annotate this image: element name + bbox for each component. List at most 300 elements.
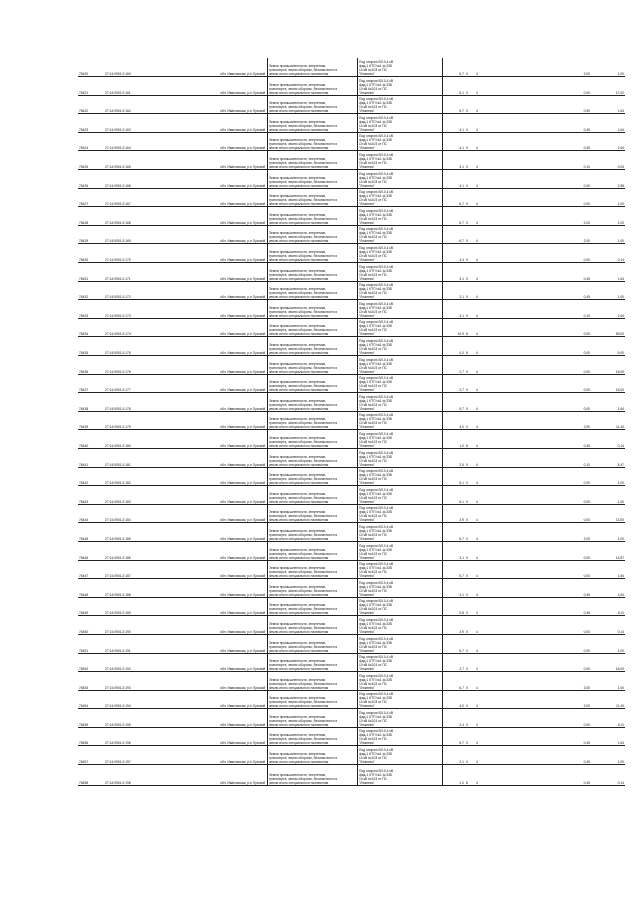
permitted-use-cell-line: 10 кВ №103 от ПС xyxy=(359,514,388,519)
address-cell: обл. Ивановская, р-н Лухский xyxy=(219,504,268,523)
land-category-cell-line: Земли промышленности, энергетики, xyxy=(269,138,327,143)
permitted-use-cell-line: фид.1 КТП №1 ф.33Б xyxy=(359,82,393,87)
permitted-use-cell-line: "Лежнево" xyxy=(359,648,375,653)
permitted-use-cell xyxy=(358,597,443,616)
unit-digit-2: 4 xyxy=(475,672,521,691)
unit-digit-2: 4 xyxy=(475,188,521,207)
unit-digit-2: 4 xyxy=(475,114,521,133)
land-category-cell xyxy=(268,207,358,226)
table-body xyxy=(78,58,625,786)
table-row xyxy=(78,318,625,337)
land-category-cell-line: земли иного специального назначения xyxy=(269,555,329,560)
permitted-use-cell-line: фид.1 КТП №1 ф.33Б xyxy=(359,677,393,682)
permitted-use-cell-line: Под опорою ВЛ-0,4 кВ xyxy=(359,562,394,567)
land-category-cell-line: Земли промышленности, энергетики, xyxy=(269,287,327,292)
price-value: 0,00 xyxy=(553,170,591,189)
permitted-use-cell-line: "Лежнево" xyxy=(359,183,375,188)
land-category-cell-line: Земли промышленности, энергетики, xyxy=(269,528,327,533)
permitted-use-cell-line: 10 кВ №103 от ПС xyxy=(359,756,388,761)
permitted-use-cell-line: Под опорою ВЛ-0,4 кВ xyxy=(359,339,394,343)
permitted-use-cell-line: 10 кВ №103 от ПС xyxy=(359,68,388,73)
row-id: 76421 xyxy=(78,77,104,96)
unit-digit: 0 xyxy=(465,746,475,765)
unit-digit-2: 4 xyxy=(475,727,521,746)
unit-digit-2: 4 xyxy=(475,58,521,77)
row-id: 76441 xyxy=(78,448,104,467)
permitted-use-cell xyxy=(358,448,443,467)
row-id: 76442 xyxy=(78,467,104,486)
unit-digit: 0 xyxy=(465,467,475,486)
permitted-use-cell-line: 10 кВ №103 от ПС xyxy=(359,105,388,110)
land-category-cell-line: транспорта, земли обороны, безопасности и xyxy=(269,347,338,351)
address-cell: обл. Ивановская, р-н Лухский xyxy=(219,393,268,412)
land-category-cell-line: Земли промышленности, энергетики, xyxy=(269,250,327,255)
total-value: 89,00 xyxy=(591,318,625,337)
table-row xyxy=(78,244,625,263)
row-id: 76420 xyxy=(78,58,104,77)
land-category-cell xyxy=(268,151,358,170)
address-cell: обл. Ивановская, р-н Лухский xyxy=(219,765,268,786)
address-cell: обл. Ивановская, р-н Лухский xyxy=(219,746,268,765)
empty-cell xyxy=(521,504,553,523)
cadastral-number: 27:14:0901:2:182 xyxy=(104,467,219,486)
price-value: 0,10 xyxy=(553,300,591,319)
unit-digit: 0 xyxy=(465,95,475,114)
empty-cell xyxy=(521,653,553,672)
cadastral-number: 27:14:0901:2:165 xyxy=(104,151,219,170)
total-value: 16,00 xyxy=(591,653,625,672)
table-row xyxy=(78,114,625,133)
land-category-cell-line: земли иного специального назначения xyxy=(269,499,329,504)
total-value: 14,57 xyxy=(591,541,625,560)
land-category-cell-line: транспорта, земли обороны, безопасности и xyxy=(269,384,338,389)
permitted-use-cell-line: Под опорою ВЛ-0,4 кВ xyxy=(359,60,394,65)
empty-cell xyxy=(521,170,553,189)
total-value: 2,98 xyxy=(591,170,625,189)
permitted-use-cell xyxy=(358,467,443,486)
land-category-cell-line: Земли промышленности, энергетики, xyxy=(269,361,327,366)
empty-cell xyxy=(521,281,553,300)
unit-digit-2: 4 xyxy=(475,560,521,579)
land-category-cell-line: земли иного специального назначения xyxy=(269,667,329,672)
permitted-use-cell xyxy=(358,727,443,746)
price-value: 0,00 xyxy=(553,356,591,375)
cadastral-number: 27:14:0901:2:185 xyxy=(104,523,219,542)
unit-digit: 0 xyxy=(465,188,475,207)
total-value: 1,64 xyxy=(591,393,625,412)
unit-digit-2: 4 xyxy=(475,504,521,523)
land-category-cell xyxy=(268,374,358,393)
price-value: 0,00 xyxy=(553,318,591,337)
land-category-cell-line: транспорта, земли обороны, безопасности и xyxy=(269,681,338,686)
permitted-use-cell xyxy=(358,523,443,542)
permitted-use-cell-line: 10 кВ №103 от ПС xyxy=(359,607,388,612)
land-category-cell-line: Земли промышленности, энергетики, xyxy=(269,64,327,69)
price-value: 0,00 xyxy=(553,653,591,672)
permitted-use-cell xyxy=(358,393,443,412)
price-value: 0,45 xyxy=(553,765,591,786)
unit-digit: 0 xyxy=(465,356,475,375)
table-row xyxy=(78,709,625,728)
permitted-use-cell-line: "Лежнево" xyxy=(359,276,375,281)
table-row xyxy=(78,77,625,96)
price-value: 2,00 xyxy=(553,523,591,542)
table-row xyxy=(78,132,625,151)
permitted-use-cell-line: Под опорою ВЛ-0,4 кВ xyxy=(359,115,394,120)
permitted-use-cell xyxy=(358,58,443,77)
cadastral-number: 27:14:0901:2:183 xyxy=(104,486,219,505)
table-row xyxy=(78,579,625,598)
cadastral-number: 27:14:0901:2:194 xyxy=(104,690,219,709)
unit-digit-2: 4 xyxy=(475,765,521,786)
permitted-use-cell-line: Под опорою ВЛ-0,4 кВ xyxy=(359,710,394,715)
total-value: 1,00 xyxy=(591,486,625,505)
land-category-cell xyxy=(268,77,358,96)
total-value: 1,00 xyxy=(591,746,625,765)
land-category-cell-line: Земли промышленности, энергетики, xyxy=(269,212,327,217)
permitted-use-cell-line: фид.1 КТП №1 ф.33Б xyxy=(359,473,393,478)
land-category-cell xyxy=(268,95,358,114)
permitted-use-cell-line: Под опорою ВЛ-0,4 кВ xyxy=(359,450,394,455)
cadastral-number: 27:14:0901:2:176 xyxy=(104,356,219,375)
land-category-cell xyxy=(268,709,358,728)
unit-digit-2: 4 xyxy=(475,207,521,226)
cadastral-number: 27:14:0901:2:184 xyxy=(104,504,219,523)
area-value: 4,1 xyxy=(443,132,466,151)
cadastral-number: 27:14:0901:2:188 xyxy=(104,579,219,598)
permitted-use-cell-line: 10 кВ №103 от ПС xyxy=(359,402,388,407)
land-category-cell-line: земли иного специального назначения xyxy=(269,90,329,95)
land-category-cell-line: Земли промышленности, энергетики, xyxy=(269,752,327,757)
address-cell: обл. Ивановская, р-н Лухский xyxy=(219,467,268,486)
permitted-use-cell-line: 10 кВ №103 от ПС xyxy=(359,644,388,649)
land-category-cell-line: Земли промышленности, энергетики, xyxy=(269,733,327,738)
permitted-use-cell-line: 10 кВ №103 от ПС xyxy=(359,439,388,444)
empty-cell xyxy=(521,765,553,786)
land-category-cell-line: Земли промышленности, энергетики, xyxy=(269,547,327,552)
permitted-use-cell xyxy=(358,170,443,189)
cadastral-number: 27:14:0901:2:192 xyxy=(104,653,219,672)
land-category-cell-line: Земли промышленности, энергетики, xyxy=(269,714,327,719)
land-category-cell-line: земли иного специального назначения xyxy=(269,741,329,746)
table-row xyxy=(78,765,625,786)
land-category-cell-line: земли иного специального назначения xyxy=(269,239,329,244)
permitted-use-cell-line: фид.1 КТП №1 ф.33Б xyxy=(359,491,393,496)
cadastral-number: 27:14:0901:2:189 xyxy=(104,597,219,616)
area-value: 4,1 xyxy=(443,170,466,189)
area-value: 4,0 xyxy=(443,411,466,430)
empty-cell xyxy=(521,672,553,691)
permitted-use-cell xyxy=(358,132,443,151)
permitted-use-cell xyxy=(358,207,443,226)
address-cell: обл. Ивановская, р-н Лухский xyxy=(219,541,268,560)
land-category-cell-line: земли иного специального назначения xyxy=(269,220,329,225)
permitted-use-cell xyxy=(358,672,443,691)
empty-cell xyxy=(521,541,553,560)
empty-cell xyxy=(521,616,553,635)
permitted-use-cell-line: "Лежнево" xyxy=(359,592,375,597)
permitted-use-cell-line: фид.1 КТП №1 ф.33Б xyxy=(359,547,393,552)
address-cell: обл. Ивановская, р-н Лухский xyxy=(219,263,268,282)
land-category-cell-line: транспорта, земли обороны, безопасности и xyxy=(269,532,338,537)
permitted-use-cell-line: "Лежнево" xyxy=(359,722,375,727)
unit-digit: 0 xyxy=(465,690,475,709)
permitted-use-cell-line: 10 кВ №103 от ПС xyxy=(359,309,388,314)
cadastral-number: 27:14:0901:2:168 xyxy=(104,207,219,226)
table-row xyxy=(78,430,625,449)
land-category-cell-line: транспорта, земли обороны, безопасности и xyxy=(269,235,338,240)
row-id: 76454 xyxy=(78,690,104,709)
land-category-cell-line: транспорта, земли обороны, безопасности и xyxy=(269,644,338,649)
permitted-use-cell-line: фид.1 КТП №1 ф.33Б xyxy=(359,454,393,459)
land-category-cell-line: транспорта, земли обороны, безопасности и xyxy=(269,198,338,203)
permitted-use-cell-line: "Лежнево" xyxy=(359,574,375,579)
area-value: 3,1 xyxy=(443,151,466,170)
permitted-use-cell-line: Под опорою ВЛ-0,4 кВ xyxy=(359,283,394,288)
cadastral-number: 27:14:0901:2:172 xyxy=(104,281,219,300)
permitted-use-cell xyxy=(358,560,443,579)
permitted-use-cell xyxy=(358,634,443,653)
unit-digit: 0 xyxy=(465,244,475,263)
permitted-use-cell-line: "Лежнево" xyxy=(359,443,375,448)
permitted-use-cell-line: "Лежнево" xyxy=(359,202,375,207)
table-row xyxy=(78,541,625,560)
price-value: 0,00 xyxy=(553,709,591,728)
document-table-sheet xyxy=(78,58,624,786)
land-category-cell-line: Земли промышленности, энергетики, xyxy=(269,491,327,496)
land-category-cell-line: Земли промышленности, энергетики, xyxy=(269,773,327,778)
permitted-use-cell-line: Под опорою ВЛ-0,4 кВ xyxy=(359,413,394,418)
cadastral-number: 27:14:0901:2:164 xyxy=(104,132,219,151)
table-row xyxy=(78,263,625,282)
permitted-use-cell-line: Под опорою ВЛ-0,4 кВ xyxy=(359,469,394,474)
land-category-cell xyxy=(268,393,358,412)
table-row xyxy=(78,374,625,393)
permitted-use-cell-line: "Лежнево" xyxy=(359,406,375,411)
area-value: 2,5 xyxy=(443,448,466,467)
price-value: 0,00 xyxy=(553,486,591,505)
row-id: 76453 xyxy=(78,672,104,691)
land-category-cell-line: Земли промышленности, энергетики, xyxy=(269,324,327,329)
address-cell: обл. Ивановская, р-н Лухский xyxy=(219,597,268,616)
permitted-use-cell xyxy=(358,188,443,207)
permitted-use-cell-line: 10 кВ №103 от ПС xyxy=(359,365,388,370)
land-category-cell-line: земли иного специального назначения xyxy=(269,536,329,541)
row-id: 76457 xyxy=(78,746,104,765)
land-category-cell-line: земли иного специального назначения xyxy=(269,685,329,690)
land-category-cell xyxy=(268,318,358,337)
total-value: 1,64 xyxy=(591,300,625,319)
empty-cell xyxy=(521,132,553,151)
land-category-cell-line: Земли промышленности, энергетики, xyxy=(269,398,327,403)
total-value: 1,64 xyxy=(591,560,625,579)
total-value: 1,00 xyxy=(591,672,625,691)
area-value: 2,4 xyxy=(443,709,466,728)
land-category-cell xyxy=(268,467,358,486)
land-category-cell-line: Земли промышленности, энергетики, xyxy=(269,119,327,124)
land-category-cell-line: Земли промышленности, энергетики, xyxy=(269,231,327,236)
permitted-use-cell-line: "Лежнево" xyxy=(359,109,375,114)
permitted-use-cell-line: 10 кВ №103 от ПС xyxy=(359,532,388,537)
land-category-cell-line: транспорта, земли обороны, безопасности и xyxy=(269,737,338,742)
permitted-use-cell-line: 10 кВ №103 от ПС xyxy=(359,718,388,723)
permitted-use-cell-line: Под опорою ВЛ-0,4 кВ xyxy=(359,636,394,641)
price-value: 2,00 xyxy=(553,207,591,226)
cadastral-number: 27:14:0901:2:160 xyxy=(104,58,219,77)
permitted-use-cell-line: "Лежнево" xyxy=(359,351,375,355)
land-category-cell-line: Земли промышленности, энергетики, xyxy=(269,343,327,347)
land-category-cell xyxy=(268,616,358,635)
land-category-cell-line: Земли промышленности, энергетики, xyxy=(269,305,327,310)
permitted-use-cell xyxy=(358,504,443,523)
unit-digit-2: 4 xyxy=(475,318,521,337)
empty-cell xyxy=(521,374,553,393)
permitted-use-cell-line: Под опорою ВЛ-0,4 кВ xyxy=(359,376,394,381)
land-parcels-table xyxy=(78,58,625,786)
land-category-cell-line: транспорта, земли обороны, безопасности и xyxy=(269,718,338,723)
permitted-use-cell-line: 10 кВ №103 от ПС xyxy=(359,235,388,240)
row-id: 76424 xyxy=(78,132,104,151)
permitted-use-cell-line: фид.1 КТП №1 ф.33Б xyxy=(359,268,393,273)
permitted-use-cell-line: 10 кВ №103 от ПС xyxy=(359,421,388,426)
total-value: 11,40 xyxy=(591,690,625,709)
total-value: 5,00 xyxy=(591,337,625,356)
total-value: 6,11 xyxy=(591,597,625,616)
row-id: 76446 xyxy=(78,541,104,560)
permitted-use-cell-line: "Лежнево" xyxy=(359,499,375,504)
permitted-use-cell-line: 10 кВ №103 от ПС xyxy=(359,347,388,351)
land-category-cell-line: Земли промышленности, энергетики, xyxy=(269,194,327,199)
unit-digit: 8 xyxy=(465,318,475,337)
permitted-use-cell-line: 10 кВ №103 от ПС xyxy=(359,86,388,91)
permitted-use-cell-line: 10 кВ №103 от ПС xyxy=(359,588,388,593)
price-value: 0,00 xyxy=(553,467,591,486)
permitted-use-cell-line: "Лежнево" xyxy=(359,146,375,151)
permitted-use-cell-line: 10 кВ №103 от ПС xyxy=(359,123,388,128)
permitted-use-cell-line: фид.1 КТП №1 ф.33Б xyxy=(359,343,393,347)
address-cell: обл. Ивановская, р-н Лухский xyxy=(219,430,268,449)
permitted-use-cell-line: Под опорою ВЛ-0,4 кВ xyxy=(359,78,394,83)
price-value: 0,00 xyxy=(553,77,591,96)
land-category-cell-line: земли иного специального назначения xyxy=(269,574,329,579)
table-row xyxy=(78,690,625,709)
row-id: 76433 xyxy=(78,300,104,319)
land-category-cell-line: транспорта, земли обороны, безопасности и xyxy=(269,700,338,705)
land-category-cell-line: транспорта, земли обороны, безопасности и xyxy=(269,421,338,426)
land-category-cell xyxy=(268,132,358,151)
permitted-use-cell xyxy=(358,579,443,598)
permitted-use-cell-line: фид.1 КТП №1 ф.33Б xyxy=(359,250,393,255)
row-id: 76456 xyxy=(78,727,104,746)
permitted-use-cell-line: Под опорою ВЛ-0,4 кВ xyxy=(359,599,394,604)
permitted-use-cell-line: Под опорою ВЛ-0,4 кВ xyxy=(359,171,394,176)
area-value: 6,7 xyxy=(443,207,466,226)
permitted-use-cell-line: "Лежнево" xyxy=(359,90,375,95)
permitted-use-cell-line: Под опорою ВЛ-0,4 кВ xyxy=(359,543,394,548)
address-cell: обл. Ивановская, р-н Лухский xyxy=(219,318,268,337)
permitted-use-cell-line: 10 кВ №103 от ПС xyxy=(359,291,388,296)
address-cell: обл. Ивановская, р-н Лухский xyxy=(219,188,268,207)
land-category-cell xyxy=(268,727,358,746)
land-category-cell xyxy=(268,690,358,709)
permitted-use-cell xyxy=(358,225,443,244)
land-category-cell xyxy=(268,597,358,616)
permitted-use-cell xyxy=(358,616,443,635)
land-category-cell-line: транспорта, земли обороны, безопасности и xyxy=(269,663,338,668)
area-value: 5,7 xyxy=(443,393,466,412)
price-value: 0,00 xyxy=(553,337,591,356)
permitted-use-cell-line: Под опорою ВЛ-0,4 кВ xyxy=(359,580,394,585)
land-category-cell-line: Земли промышленности, энергетики, xyxy=(269,435,327,440)
land-category-cell xyxy=(268,188,358,207)
land-category-cell-line: земли иного специального назначения xyxy=(269,258,329,263)
area-value: 6,1 xyxy=(443,467,466,486)
land-category-cell xyxy=(268,58,358,77)
land-category-cell-line: транспорта, земли обороны, безопасности и xyxy=(269,291,338,296)
land-category-cell xyxy=(268,486,358,505)
total-value: 0,03 xyxy=(591,151,625,170)
land-category-cell-line: Земли промышленности, энергетики, xyxy=(269,175,327,180)
unit-digit: 0 xyxy=(465,486,475,505)
empty-cell xyxy=(521,430,553,449)
permitted-use-cell-line: фид.1 КТП №1 ф.33Б xyxy=(359,510,393,515)
permitted-use-cell-line: фид.1 КТП №1 ф.33Б xyxy=(359,175,393,180)
unit-digit-2: 4 xyxy=(475,151,521,170)
land-category-cell xyxy=(268,281,358,300)
address-cell: обл. Ивановская, р-н Лухский xyxy=(219,300,268,319)
table-row xyxy=(78,727,625,746)
total-value: 1,00 xyxy=(591,188,625,207)
permitted-use-cell-line: 10 кВ №103 от ПС xyxy=(359,681,388,686)
permitted-use-cell-line: "Лежнево" xyxy=(359,555,375,560)
permitted-use-cell-line: "Лежнево" xyxy=(359,611,375,616)
cadastral-number: 27:14:0901:2:171 xyxy=(104,263,219,282)
address-cell: обл. Ивановская, р-н Лухский xyxy=(219,411,268,430)
land-category-cell-line: земли иного специального назначения xyxy=(269,592,329,597)
table-row xyxy=(78,616,625,635)
unit-digit: 0 xyxy=(465,225,475,244)
area-value: 6,7 xyxy=(443,672,466,691)
unit-digit-2: 4 xyxy=(475,746,521,765)
address-cell: обл. Ивановская, р-н Лухский xyxy=(219,616,268,635)
area-value: 0,8 xyxy=(443,597,466,616)
permitted-use-cell-line: фид.1 КТП №1 ф.33Б xyxy=(359,773,393,778)
permitted-use-cell xyxy=(358,281,443,300)
permitted-use-cell-line: "Лежнево" xyxy=(359,629,375,634)
address-cell: обл. Ивановская, р-н Лухский xyxy=(219,114,268,133)
unit-digit-2: 4 xyxy=(475,486,521,505)
area-value: 6,7 xyxy=(443,58,466,77)
land-category-cell xyxy=(268,337,358,356)
unit-digit: 0 xyxy=(465,77,475,96)
area-value: 10,9 xyxy=(443,318,466,337)
land-category-cell xyxy=(268,356,358,375)
unit-digit-2: 4 xyxy=(475,467,521,486)
permitted-use-cell-line: Под опорою ВЛ-0,4 кВ xyxy=(359,227,394,232)
cadastral-number: 27:14:0901:2:181 xyxy=(104,448,219,467)
total-value: 0,14 xyxy=(591,616,625,635)
table-row xyxy=(78,281,625,300)
empty-cell xyxy=(521,337,553,356)
land-category-cell-line: транспорта, земли обороны, безопасности и xyxy=(269,439,338,444)
permitted-use-cell-line: 10 кВ №103 от ПС xyxy=(359,570,388,575)
land-category-cell xyxy=(268,170,358,189)
land-category-cell xyxy=(268,765,358,786)
address-cell: обл. Ивановская, р-н Лухский xyxy=(219,170,268,189)
table-row xyxy=(78,95,625,114)
address-cell: обл. Ивановская, р-н Лухский xyxy=(219,672,268,691)
permitted-use-cell-line: Под опорою ВЛ-0,4 кВ xyxy=(359,97,394,102)
